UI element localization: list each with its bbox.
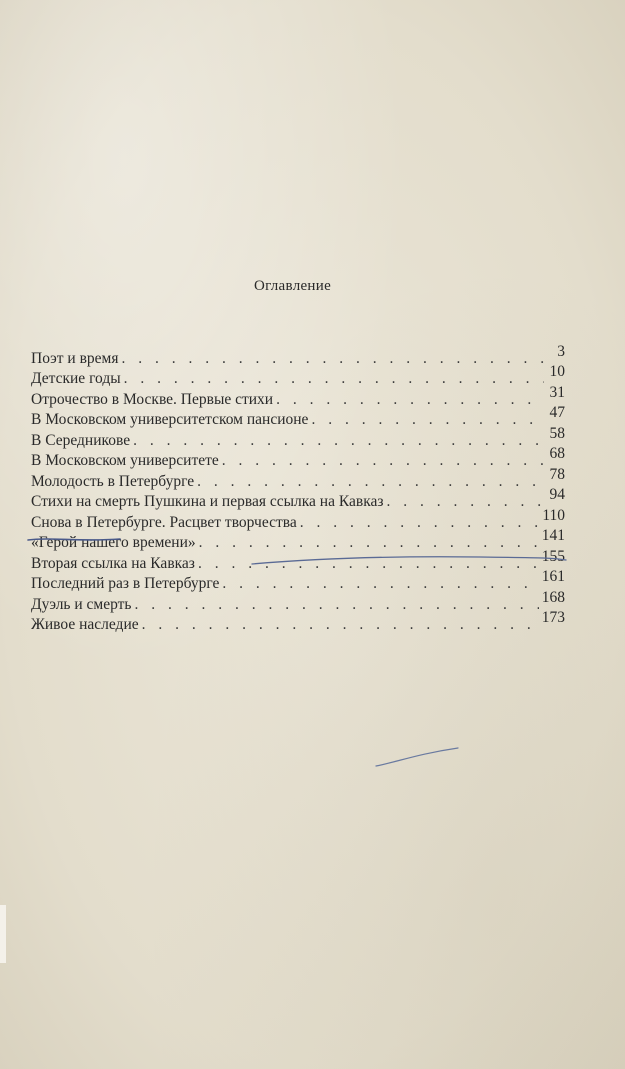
dot-leader	[124, 370, 544, 387]
toc-entry-page: 78	[549, 465, 565, 483]
toc-entry-title: Снова в Петербурге. Расцвет творчества	[31, 513, 297, 531]
table-of-contents	[31, 342, 565, 633]
toc-entry	[31, 486, 565, 511]
toc-entry-page: 161	[541, 568, 565, 585]
toc-entry-title: В Середникове	[31, 431, 131, 449]
toc-entry	[31, 342, 565, 367]
toc-entry	[31, 527, 565, 552]
toc-entry-title: Молодость в Петербурге	[31, 472, 195, 490]
toc-entry-title: В Московском университете	[31, 452, 219, 469]
toc-entry	[31, 383, 565, 408]
toc-entry-title: Стихи на смерть Пушкина и первая ссылка на Кавказ	[31, 493, 384, 510]
toc-entry	[31, 424, 565, 449]
toc-entry	[31, 547, 565, 572]
toc-entry-page: 94	[549, 486, 565, 503]
dot-leader	[387, 493, 545, 510]
toc-entry	[31, 363, 565, 388]
toc-entry	[31, 445, 565, 470]
toc-entry	[31, 609, 565, 634]
toc-entry	[31, 568, 565, 593]
dot-leader	[142, 616, 539, 633]
dot-leader	[199, 534, 539, 551]
page-edge-tab	[0, 905, 6, 963]
toc-entry-page: 110	[542, 506, 565, 524]
toc-entry-page: 3	[557, 342, 565, 360]
toc-entry-title: Вторая ссылка на Кавказ	[31, 554, 195, 572]
toc-entry-title: В Московском университетском пансионе	[31, 411, 309, 428]
toc-entry	[31, 506, 565, 531]
toc-entry-page: 58	[549, 424, 565, 442]
pen-stroke-mark	[372, 744, 462, 772]
toc-entry-page: 47	[549, 404, 565, 421]
toc-entry-page: 168	[541, 588, 565, 606]
page-title: Оглавление	[253, 278, 332, 294]
dot-leader	[276, 391, 544, 408]
toc-entry-title: Поэт и время	[31, 349, 119, 367]
dot-leader	[197, 473, 544, 490]
toc-entry-title: Дуэль и смерть	[31, 595, 132, 613]
dot-leader	[135, 596, 539, 613]
toc-entry-page: 155	[541, 547, 565, 565]
dot-leader	[198, 555, 539, 572]
toc-entry-page: 141	[541, 527, 565, 544]
dot-leader	[222, 452, 544, 469]
dot-leader	[222, 575, 538, 592]
toc-entry-title: Детские годы	[31, 370, 121, 387]
toc-entry-title: Живое наследие	[31, 616, 139, 633]
toc-entry-page: 68	[549, 445, 565, 462]
toc-entry-title: Последний раз в Петербурге	[31, 575, 220, 592]
toc-entry-page: 31	[549, 383, 565, 401]
dot-leader	[122, 350, 545, 367]
toc-entry-page: 10	[549, 363, 565, 380]
dot-leader	[300, 514, 540, 531]
toc-entry-page: 173	[541, 609, 565, 626]
toc-entry	[31, 588, 565, 613]
dot-leader	[311, 411, 544, 428]
dot-leader	[133, 432, 544, 449]
toc-entry-title: «Герой нашего времени»	[31, 534, 196, 551]
toc-entry	[31, 404, 565, 429]
toc-entry	[31, 465, 565, 490]
toc-entry-title: Отрочество в Москве. Первые стихи	[31, 390, 274, 408]
